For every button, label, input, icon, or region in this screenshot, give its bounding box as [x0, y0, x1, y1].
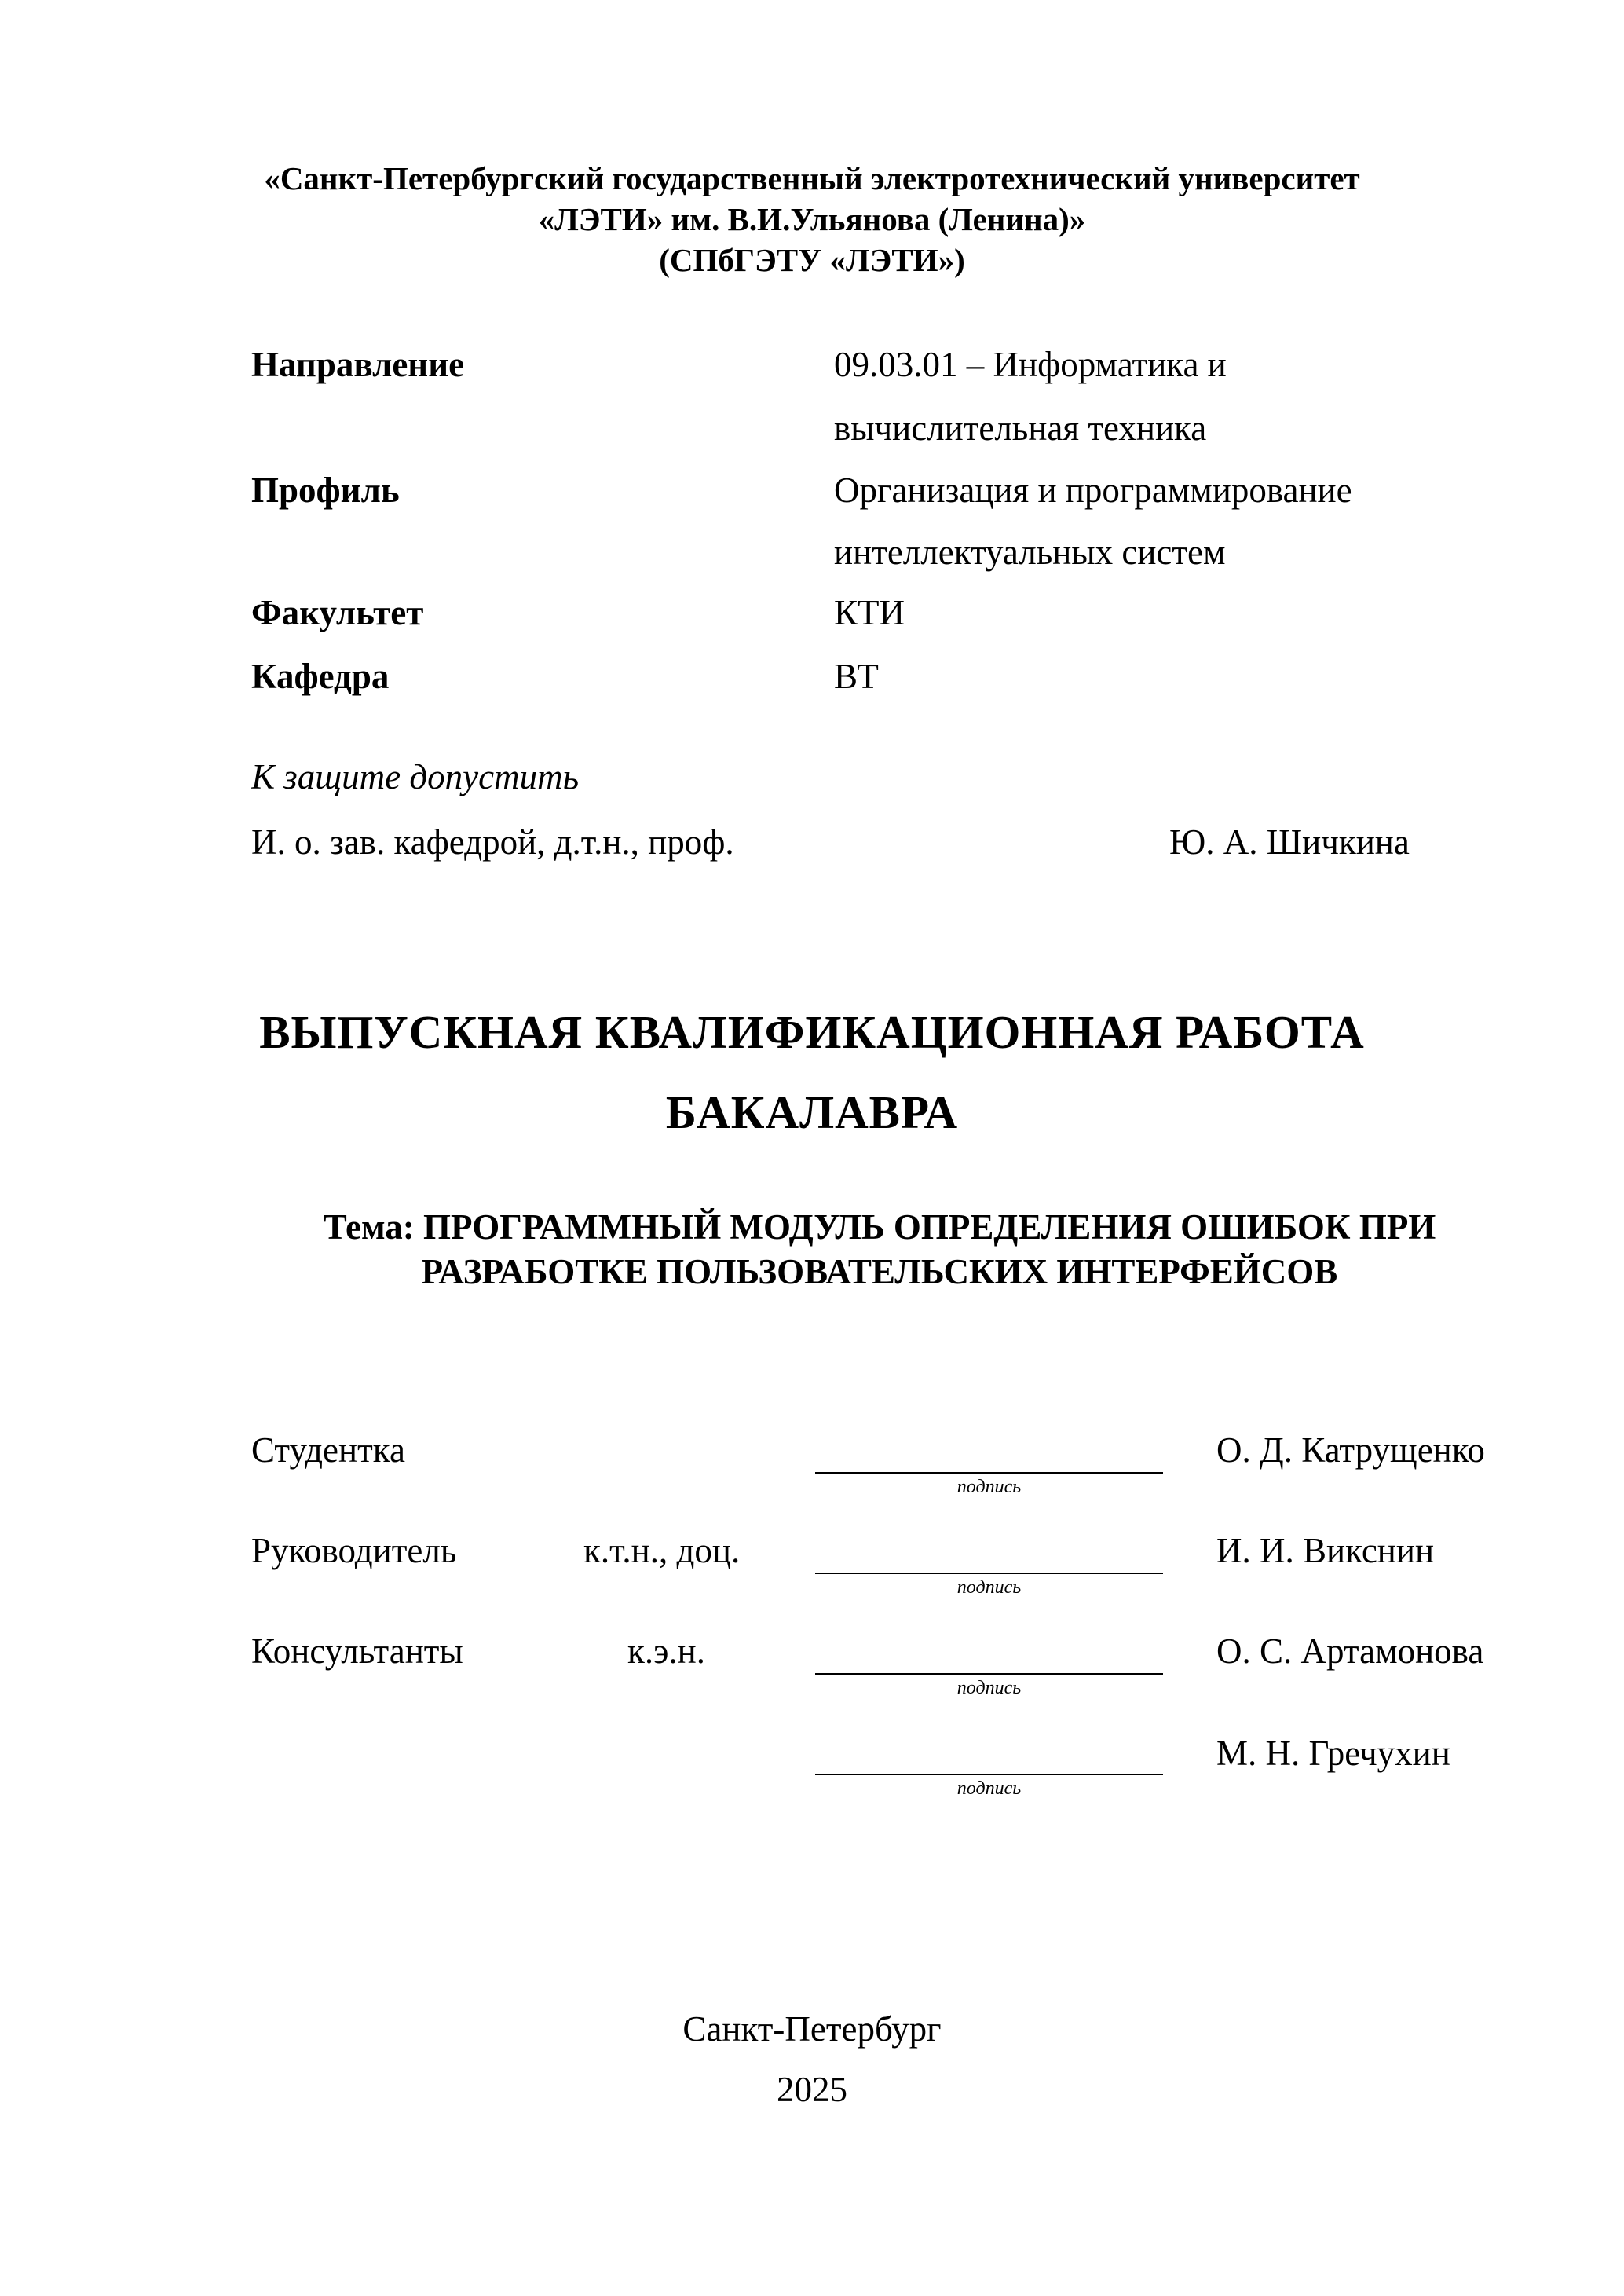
signature-line	[815, 1472, 1163, 1474]
university-abbrev: (СПбГЭТУ «ЛЭТИ»)	[659, 242, 965, 278]
document-title-line2: БАКАЛАВРА	[665, 1086, 959, 1138]
value-direction-line1: 09.03.01 – Информатика и	[834, 345, 1227, 384]
signature-caption: подпись	[956, 1477, 1022, 1497]
value-profile-line2: интеллектуальных систем	[834, 533, 1226, 572]
topic-line2: РАЗРАБОТКЕ ПОЛЬЗОВАТЕЛЬСКИХ ИНТЕРФЕЙСОВ	[421, 1252, 1338, 1291]
signature-name-student: О. Д. Катрущенко	[1216, 1430, 1485, 1470]
topic-line1: Тема: ПРОГРАММНЫЙ МОДУЛЬ ОПРЕДЕЛЕНИЯ ОШИБОК ПРИ	[323, 1207, 1436, 1247]
university-name-line1: «Санкт-Петербургский государственный электротехнический университет	[264, 160, 1360, 196]
label-profile: Профиль	[251, 471, 400, 510]
value-faculty: КТИ	[834, 593, 905, 632]
signature-line	[815, 1774, 1163, 1775]
footer-year: 2025	[777, 2070, 847, 2109]
value-department: ВТ	[834, 657, 879, 696]
signature-line	[815, 1673, 1163, 1675]
approval-caption: К защите допустить	[251, 757, 580, 796]
university-name-line2: «ЛЭТИ» им. В.И.Ульянова (Ленина)»	[538, 201, 1086, 237]
signature-role-student: Студентка	[251, 1430, 405, 1470]
approval-position: И. о. зав. кафедрой, д.т.н., проф.	[251, 822, 734, 862]
approval-name: Ю. А. Шичкина	[1169, 822, 1410, 862]
signature-name-supervisor: И. И. Викснин	[1216, 1531, 1435, 1570]
signature-degree-supervisor: к.т.н., доц.	[583, 1531, 741, 1570]
signature-role-consultants: Консультанты	[251, 1631, 463, 1671]
signature-name-consultant1: О. С. Артамонова	[1216, 1631, 1484, 1671]
value-profile-line1: Организация и программирование	[834, 471, 1352, 510]
signature-degree-consultant: к.э.н.	[627, 1631, 706, 1671]
label-department: Кафедра	[251, 657, 390, 696]
label-direction: Направление	[251, 345, 465, 384]
signature-role-supervisor: Руководитель	[251, 1531, 457, 1570]
signature-line	[815, 1573, 1163, 1574]
signature-caption: подпись	[956, 1778, 1022, 1799]
footer-city: Санкт-Петербург	[682, 2009, 942, 2049]
signature-name-consultant2: М. Н. Гречухин	[1216, 1734, 1450, 1773]
document-title-line1: ВЫПУСКНАЯ КВАЛИФИКАЦИОННАЯ РАБОТА	[259, 1006, 1365, 1058]
value-direction-line2: вычислительная техника	[834, 408, 1207, 448]
signature-caption: подпись	[956, 1577, 1022, 1598]
label-faculty: Факультет	[251, 593, 424, 632]
signature-caption: подпись	[956, 1678, 1022, 1698]
